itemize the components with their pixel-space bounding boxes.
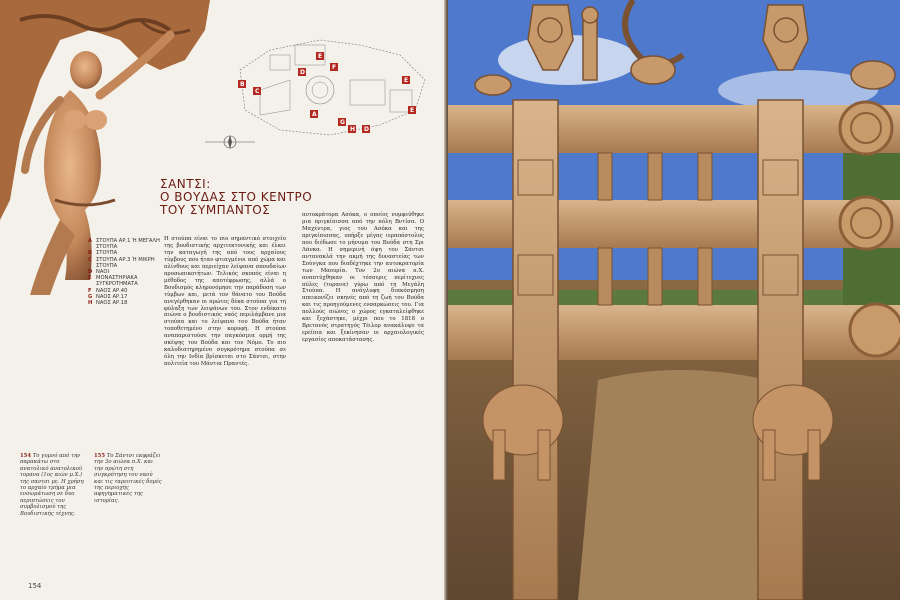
- caption-number: 154: [20, 453, 32, 459]
- caption-number: 155: [94, 453, 106, 459]
- map-label-e3: E: [410, 107, 415, 114]
- heading-line-2: Ο ΒΟΥΔΑΣ ΣΤΟ ΚΕΝΤΡΟ: [160, 190, 313, 204]
- legend-item: [88, 275, 160, 287]
- compass-icon: [205, 133, 255, 151]
- legend-text: ΝΑΟΙ: [96, 269, 110, 276]
- legend-letter: G: [88, 293, 93, 300]
- legend-text: ΜΟΝΑΣΤΗΡΙΑΚΑ ΣΥΓΚΡΟΤΗΜΑΤΑ: [96, 275, 138, 288]
- legend-item: [88, 238, 160, 250]
- caption-text: Το γυμνό από την παρακάτω στο ανατολικό ανατολικού τορανα (1ος αιών μ.Χ.) της σαντσι με. Η χρήση το αρχαίο τμήμα μια ενσωμάτωση σε δυο περιπτώσεις του συμβολισμού της Βουδιστικής τέχνης.: [20, 453, 84, 517]
- legend-letter: F: [88, 287, 92, 294]
- legend-item: [88, 300, 160, 306]
- map-legend: [88, 238, 160, 306]
- heading-line-1: ΣΑΝΤΣΙ:: [160, 177, 211, 191]
- legend-item: [88, 257, 160, 269]
- map-label-e: E: [318, 53, 323, 60]
- map-label-d: D: [300, 69, 305, 76]
- site-plan-map: [230, 30, 430, 140]
- map-label-g: G: [340, 119, 345, 126]
- body-column-2: αυτοκράτορα Ασόκα, ο οποίος νυμφεύθηκε μια πριγκίπισσα από την πόλη Βντίσα. Ο Μαχέντρα, γιος του Ασόκα και της πριγκίπισσας, υπήρξε μέγας ιεραπόστολος που διέδωσε το μήνυμα του Βούδα στη Σρι Λάνκα. Η σημερινή όψη του Σάντσι αντανακλά την ακμή της δυναστείας των Σούνγκα που διαδέχτηκε την αυτοκρατορία των Μαουρία. Τον 2ο αιώνα π.Χ. αναπτύχθηκαν οι τέσσερις περίτεχνες πύλες (τορανα) γύρω από τη Μεγάλη Στούπα. Η ανάγλυφη διακόσμηση απεικονίζει σκηνές από τη ζωή του Βούδα και τις προηγούμενες ενσαρκώσεις του. Για πολλούς αιώνες ο χώρος εγκαταλείφθηκε και ξεχάστηκε, μέχρι που το 1818 ο Βρετανός στρατηγός Τέιλορ ανακάλυψε τα ερείπια και ξεκίνησαν οι αρχαιολογικές εργασίες αποκατάστασης.: [302, 212, 424, 344]
- legend-letter: D: [88, 269, 93, 276]
- caption-154: [20, 453, 88, 517]
- legend-letter: A: [88, 238, 93, 244]
- page-number: 154: [28, 582, 42, 590]
- heading-line-3: ΤΟΥ ΣΥΜΠΑΝΤΟΣ: [160, 203, 271, 217]
- caption-text: Το Σάντσι εκφράζει την 3ο αιώνα π.Χ. και την πρώτη στη συγκρότηση του ναού και τις ταρευτικές δομές της περιοχής αφηγηματικές της ιστορίας.: [94, 453, 162, 504]
- legend-text: ΣΤΟΥΠΑ ΑΡ.3 Ή ΜΙΚΡΗ ΣΤΟΥΠΑ: [96, 256, 155, 269]
- legend-text: ΣΤΟΥΠΑ: [96, 250, 118, 257]
- right-page-photo: [448, 0, 900, 600]
- legend-text: ΝΑΟΣ ΑΡ.18: [96, 300, 128, 307]
- map-label-f: F: [332, 64, 337, 71]
- map-label-e2: E: [404, 77, 409, 84]
- legend-letter: E: [88, 275, 92, 282]
- sanchi-torana-gateway-photo: [448, 0, 900, 600]
- map-label-d2: D: [364, 126, 369, 133]
- body-column-1: Η στούπα είναι το πιο σημαντικό στοιχείο της βουδιστικής αρχιτεκτονικής και έλκει την καταγωγή της από τους αρχαίους τύμβους που ήταν φτιαγμένοι από χώμα και πλίνθους και περιείχαν λείψανα σπουδαίων προσωπικοτήτων. Τελικός σκοπός είναι η μέθοδος της αποτέφρωσης, αλλά ο Βουδισμός κληρονόμησε την παράδοση των τύμβων και, μετά τον θάνατο του Βούδα ανεγέρθηκαν οι πρώτες δέκα στούπα για τη φύλαξη των λειψάνων του. Στον ενδέκατο αιώνα ο βουδιστικός ναός περιλάμβανε μια στούπα και το λείψανο του Βούδα ήταν τοποθετημένο στην κορυφή. Η στούπα αναπαριστούσε την παγκόσμια ορμή της σκέψης του Βούδα και τον Νόμο. Το πιο καλοδιατηρημένο συγκρότημα στούπα σε όλη την Ινδία βρίσκεται στο Σάντσι, στην πολιτεία του Μάντια Πραντές.: [164, 236, 286, 368]
- map-label-h: H: [350, 126, 356, 133]
- legend-letter: C: [88, 256, 92, 263]
- legend-letter: H: [88, 300, 93, 307]
- article-heading: [160, 177, 313, 217]
- legend-text: ΣΤΟΥΠΑ ΑΡ.1 Ή ΜΕΓΑΛΗ ΣΤΟΥΠΑ: [96, 238, 160, 251]
- caption-155: [94, 453, 162, 504]
- legend-text: ΝΑΟΣ ΑΡ.17: [96, 293, 128, 300]
- map-label-c: C: [255, 88, 260, 95]
- left-page: [0, 0, 446, 600]
- legend-text: ΝΑΟΣ ΑΡ.40: [96, 287, 128, 294]
- map-label-b: B: [240, 81, 245, 88]
- map-label-a: A: [312, 111, 317, 118]
- legend-letter: B: [88, 250, 92, 257]
